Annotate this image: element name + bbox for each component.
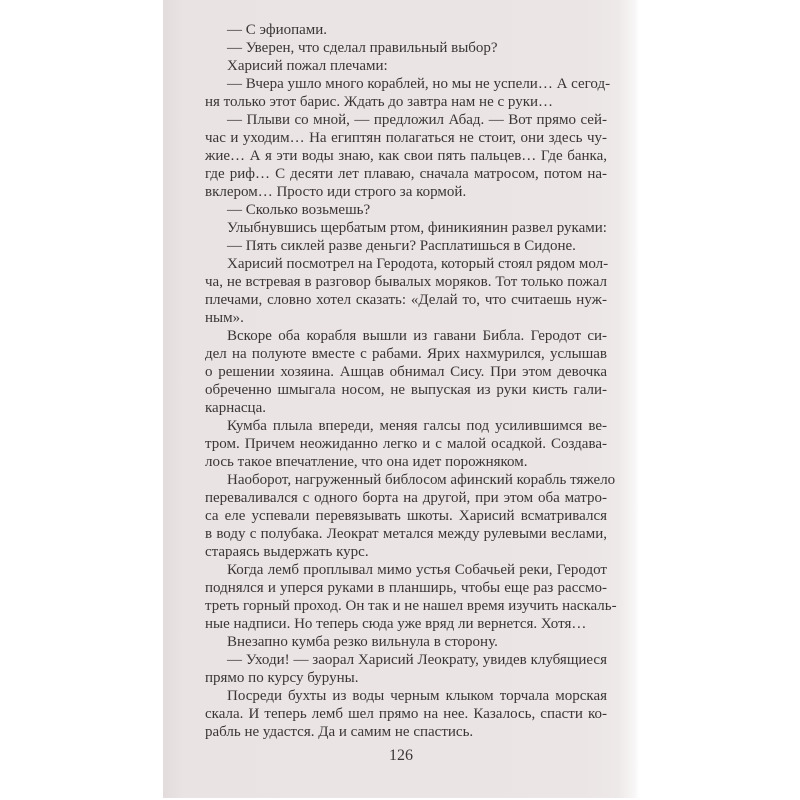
paragraph <box>205 111 607 201</box>
book-page <box>163 0 639 798</box>
paragraph <box>205 237 607 255</box>
paragraph <box>205 651 607 687</box>
paragraph <box>205 39 607 57</box>
paragraph <box>205 417 607 471</box>
text-line: Когда лемб проплывал мимо устья Собачьей реки, Геродот <box>227 562 607 578</box>
text-line: треть горный проход. Он так и не нашел время изучить наскаль- <box>205 598 617 614</box>
text-line: Харисий пожал плечами: <box>227 58 388 74</box>
page-number: 126 <box>389 747 413 764</box>
text-line: о решении хозяина. Ашцав обнимал Сису. При этом девочка <box>205 364 607 380</box>
text-line: карнасца. <box>205 400 266 416</box>
text-line: Кумба плыла впереди, меняя галсы под усилившимся ве- <box>227 418 607 434</box>
text-line: поднялся и уперся руками в планширь, чтобы еще раз рассмо- <box>205 580 607 596</box>
paragraph <box>205 75 611 111</box>
text-line: прямо по курсу буруны. <box>205 670 359 686</box>
text-line: — Уверен, что сделал правильный выбор? <box>227 40 498 56</box>
text-line: Улыбнувшись щербатым ртом, финикиянин развел руками: <box>227 220 607 236</box>
text-line: переваливался с одного борта на другой, при этом оба матро- <box>205 490 607 506</box>
text-line: Харисий посмотрел на Геродота, который стоял рядом мол- <box>227 256 609 272</box>
text-line: — Пять сиклей разве деньги? Расплатишься в Сидоне. <box>227 238 576 254</box>
text-line: — С эфиопами. <box>227 22 328 38</box>
text-line: — Уходи! — заорал Харисий Леократу, увидев клубящиеся <box>227 652 607 668</box>
text-line: Наоборот, нагруженный библосом афинский корабль тяжело <box>227 472 616 488</box>
paragraph <box>205 57 607 75</box>
text-line: са еле успевали перевязывать шкоты. Харисий всматривался <box>205 508 607 524</box>
text-line: — Сколько возьмешь? <box>227 202 371 218</box>
page-text <box>205 21 617 741</box>
text-line: ча, не встревая в разговор бывалых моряков. Тот только пожал <box>205 274 607 290</box>
text-line: Внезапно кумба резко вильнула в сторону. <box>227 634 498 650</box>
text-line: жие… А я эти воды знаю, как свои пять пальцев… Где банка, <box>205 148 607 164</box>
text-line: час и уходим… На египтян полагаться не стоит, они здесь чу- <box>205 130 607 146</box>
text-line: обреченно шмыгала носом, не выпуская из руки кисть гали- <box>205 382 607 398</box>
paragraph <box>205 255 607 327</box>
text-line: в воду с полубака. Леократ метался между рулевыми веслами, <box>205 526 607 542</box>
text-line: ным». <box>205 310 244 326</box>
paragraph <box>205 561 617 633</box>
paragraph <box>205 471 616 561</box>
text-line: рабль не удастся. Да и самим не спастись. <box>205 724 474 740</box>
paragraph <box>205 201 607 219</box>
text-line: стараясь выдержать курс. <box>205 544 369 560</box>
text-line: дел на полуюте вместе с рабами. Ярих нахмурился, услышав <box>205 346 607 362</box>
text-line: скала. И теперь лемб шел прямо на нее. Казалось, спасти ко- <box>205 706 607 722</box>
text-line: лось такое впечатление, что она идет порожняком. <box>205 454 528 470</box>
text-line: ные надписи. Но теперь сюда уже вряд ли вернется. Хотя… <box>205 616 587 632</box>
text-line: тром. Причем неожиданно легко и с малой осадкой. Создава- <box>205 436 607 452</box>
text-line: ня только этот барис. Ждать до завтра нам не с руки… <box>205 94 554 110</box>
paragraph <box>205 633 607 651</box>
text-line: вклером… Просто иди строго за кормой. <box>205 184 467 200</box>
text-line: где риф… С десяти лет плаваю, сначала матросом, потом на- <box>205 166 607 182</box>
paragraph <box>205 327 607 417</box>
paragraph <box>205 687 607 741</box>
text-line: Вскоре оба корабля вышли из гавани Библа. Геродот си- <box>227 328 607 344</box>
text-line: — Плыви со мной, — предложил Абад. — Вот прямо сей- <box>227 112 607 128</box>
paragraph <box>205 21 607 39</box>
text-line: Посреди бухты из воды черным клыком торчала морская <box>227 688 607 704</box>
paragraph <box>205 219 607 237</box>
text-line: — Вчера ушло много кораблей, но мы не успели… А сегод- <box>227 76 611 92</box>
text-line: плечами, словно хотел сказать: «Делай то, что считаешь нуж- <box>205 292 607 308</box>
